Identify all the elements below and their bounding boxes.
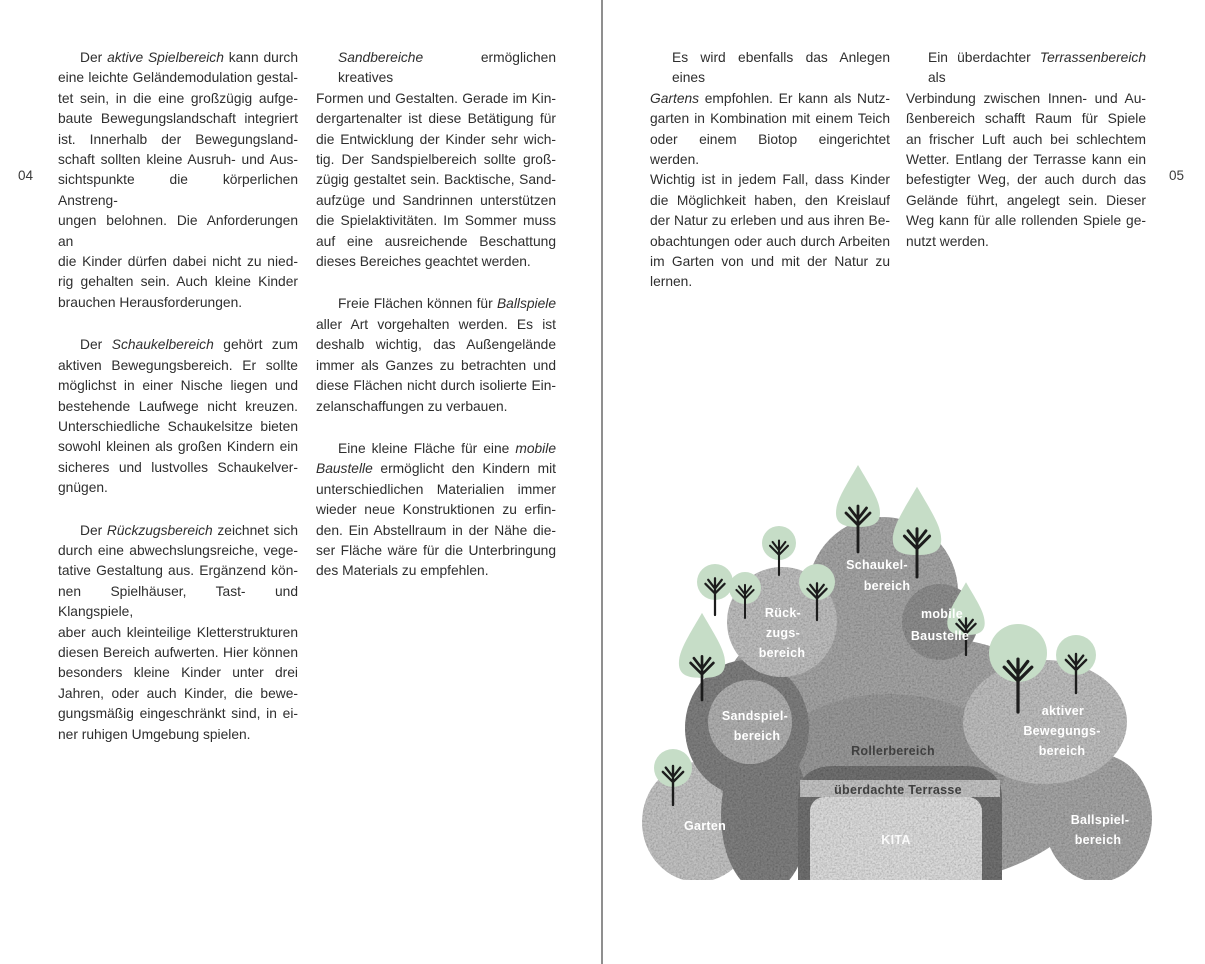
label-garten: Garten — [683, 819, 727, 833]
text-line: eine leichte Geländemodulation gestal- — [58, 70, 298, 86]
text-line: aufzüge und Sandrinnen unterstützen — [316, 192, 556, 208]
text-line: wieder neue Konstruktionen zu erfin- — [316, 502, 556, 518]
text-line: aber auch kleinteilige Kletterstrukturen — [58, 624, 298, 640]
text-line: oder einem Biotop eingerichtet werden. — [650, 131, 890, 168]
text-line: im Garten von und mit der Natur zu — [650, 254, 890, 270]
text-line: bestehende Laufwege nicht kreuzen. — [58, 398, 298, 414]
text-line: gungsmäßig eingeschränkt sind, in ei- — [58, 706, 298, 722]
text-line: die Entwicklung der Kinder sehr wich- — [316, 131, 556, 147]
text-line: der Natur zu erleben und aus ihren Be- — [650, 213, 890, 229]
text-line: Ein überdachter Terrassenbereich als — [928, 50, 1146, 86]
text-line: ner ruhigen Umgebung spielen. — [58, 726, 251, 742]
paragraph — [58, 335, 298, 498]
text-line: tative Gestaltung aus. Ergänzend kön- — [58, 563, 298, 579]
text-line: rig gehalten sein. Auch kleine Kinder — [58, 274, 298, 290]
text-line: Unterschiedliche Schaukelsitze bieten — [58, 418, 298, 434]
text-line: die Spielaktivitäten. Im Sommer muss — [316, 213, 556, 229]
text-line: tet sein, in die eine großzügig aufge- — [58, 90, 298, 106]
paragraph — [316, 294, 556, 416]
paragraph — [58, 521, 298, 745]
text-line: Formen und Gestalten. Gerade im Kin- — [316, 90, 556, 106]
text-line: die Möglichkeit haben, den Kreislauf — [650, 192, 890, 208]
text-line: schaft sollten kleine Ausruh- und Aus- — [58, 152, 298, 168]
text-line: lernen. — [650, 274, 693, 290]
text-line: baute Bewegungslandschaft integriert — [58, 111, 298, 127]
text-column-1 — [58, 48, 298, 767]
text-line: Gelände führt, angelegt sein. Dieser — [906, 192, 1146, 208]
label-aktiver-bewegungsbereich: Bewegungs- — [1023, 724, 1101, 738]
text-line: dergartenalter ist diese Betätigung für — [316, 111, 556, 127]
text-line: befestigter Weg, der auch durch das — [906, 172, 1146, 188]
text-line: Wichtig ist in jedem Fall, dass Kinder — [650, 172, 890, 188]
site-plan-illustration — [640, 450, 1200, 880]
label-rueckzugsbereich: bereich — [758, 646, 806, 660]
text-line: Es wird ebenfalls das Anlegen eines — [672, 50, 890, 86]
text-line: an frischer Luft auch bei schlechtem — [906, 131, 1146, 147]
text-line: gnügen. — [58, 480, 108, 496]
text-line: des Materials zu empfehlen. — [316, 563, 489, 579]
paragraph — [316, 439, 556, 582]
label-mobile-baustelle: Baustelle — [910, 629, 970, 643]
text-line: Freie Flächen können für Ballspiele — [338, 296, 556, 312]
text-line: sichtspunkte die körperlichen Anstreng- — [58, 172, 298, 208]
text-line: zügig gestaltet sein. Backtische, Sand- — [316, 172, 556, 188]
text-line: Gartens empfohlen. Er kann als Nutz- — [650, 90, 890, 106]
text-line: besonders kleine Kinder unter drei — [58, 665, 298, 681]
text-line: garten in Kombination mit einem Teich — [650, 111, 890, 127]
label-sandspielbereich: Sandspiel- — [721, 709, 789, 723]
text-line: diesen Bereich aufwerten. Hier können — [58, 644, 298, 660]
paragraph — [316, 48, 556, 272]
text-line: Jahren, oder auch Kinder, die bewe- — [58, 685, 298, 701]
label-mobile-baustelle: mobile — [920, 607, 964, 621]
label-aktiver-bewegungsbereich: aktiver — [1041, 704, 1085, 718]
label-sandspielbereich: bereich — [733, 729, 781, 743]
label-ballspielbereich: bereich — [1074, 833, 1122, 847]
label-ueberdachte-terrasse: überdachte Terrasse — [834, 783, 962, 797]
text-line: Baustelle ermöglicht den Kindern mit — [316, 461, 556, 477]
text-line: durch eine abwechslungsreiche, vege- — [58, 542, 298, 558]
text-line: sowohl kleinen als großen Kindern ein — [58, 439, 298, 455]
paragraph — [58, 48, 298, 313]
page-number-right: 05 — [1169, 168, 1185, 183]
label-rueckzugsbereich: Rück- — [764, 606, 802, 620]
text-line: nen Spielhäuser, Tast- und Klangspiele, — [58, 583, 298, 620]
text-line: aller Art vorgehalten werden. Es ist — [316, 316, 556, 332]
label-schaukelbereich: Schaukel- — [846, 558, 908, 572]
text-line: möglichst in einer Nische liegen und — [58, 378, 298, 394]
text-column-3 — [650, 48, 890, 315]
text-line: deshalb wichtig, das Außengelände — [316, 337, 556, 353]
text-line: brauchen Herausforderungen. — [58, 294, 243, 310]
text-line: den. Ein Abstellraum in der Nähe die- — [316, 522, 556, 538]
label-ballspielbereich: Ballspiel- — [1070, 813, 1130, 827]
text-line: immer als Ganzes zu betrachten und — [316, 357, 556, 373]
label-schaukelbereich: bereich — [863, 579, 911, 593]
label-kita: KITA — [881, 833, 911, 847]
text-line: ungen belohnen. Die Anforderungen an — [58, 213, 298, 249]
text-line: Weg kann für alle rollenden Spiele ge- — [906, 213, 1146, 229]
text-line: unterschiedlichen Materialien immer — [316, 481, 556, 497]
text-line: tig. Der Sandspielbereich sollte groß- — [316, 152, 556, 168]
text-line: obachtungen oder auch durch Arbeiten — [650, 233, 890, 249]
text-line: ßenbereich schafft Raum für Spiele — [906, 111, 1146, 127]
text-line: aktiven Bewegungsbereich. Er sollte — [58, 357, 298, 373]
text-line: ist. Innerhalb der Bewegungsland- — [58, 131, 298, 147]
paragraph — [906, 48, 1146, 252]
text-line: Der Rückzugsbereich zeichnet sich — [80, 522, 298, 538]
text-line: nutzt werden. — [906, 233, 989, 249]
text-line: zelanschaffungen zu verbauen. — [316, 398, 508, 414]
text-column-2 — [316, 48, 556, 604]
text-line: diese Flächen nicht durch isolierte Ein- — [316, 378, 556, 394]
aktiver-bewegungs-blob — [963, 660, 1127, 784]
text-line: Der aktive Spielbereich kann durch — [80, 50, 298, 65]
label-rollerbereich: Rollerbereich — [851, 744, 935, 758]
text-line: Wetter. Entlang der Terrasse kann ein — [906, 152, 1146, 168]
text-line: Sandbereiche ermöglichen kreatives — [338, 50, 556, 86]
text-line: die Kinder dürfen dabei nicht zu nied- — [58, 254, 298, 270]
text-line: Der Schaukelbereich gehört zum — [80, 337, 298, 353]
label-rueckzugsbereich: zugs- — [765, 626, 801, 640]
text-line: auf eine ausreichende Beschattung — [316, 233, 556, 249]
page-divider — [601, 0, 603, 964]
page-number-left: 04 — [18, 168, 34, 183]
text-line: sicheres und lustvolles Schaukelver- — [58, 459, 298, 475]
paragraph — [650, 48, 890, 293]
text-column-4 — [906, 48, 1146, 274]
text-line: Verbindung zwischen Innen- und Au- — [906, 90, 1146, 106]
text-line: dieses Bereiches geachtet werden. — [316, 254, 531, 270]
text-line: ser Fläche wäre für die Unterbringung — [316, 542, 556, 558]
text-line: Eine kleine Fläche für eine mobile — [338, 440, 556, 456]
label-aktiver-bewegungsbereich: bereich — [1038, 744, 1086, 758]
